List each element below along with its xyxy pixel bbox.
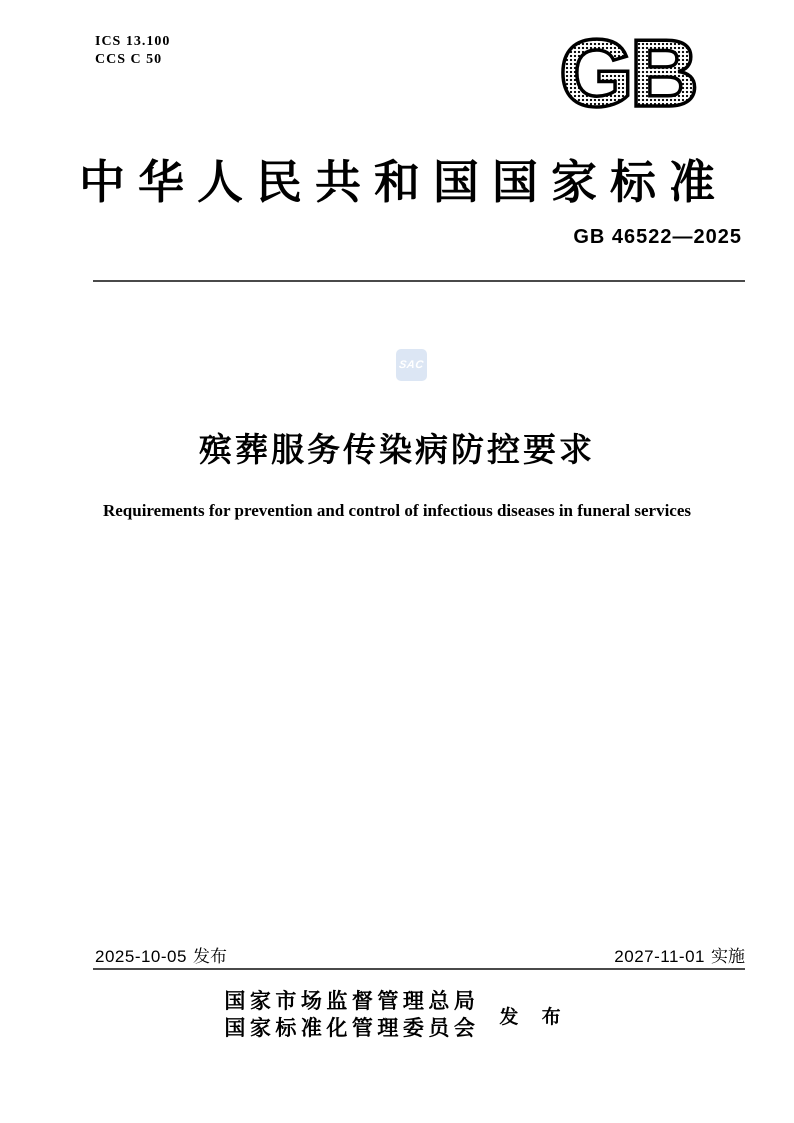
issuer-names	[224, 988, 479, 1042]
document-title-chinese: 殡葬服务传染病防控要求	[199, 431, 595, 468]
implement-date-label: 实施	[711, 947, 745, 966]
publish-label: 发 布	[499, 1006, 570, 1028]
implement-date-group	[614, 942, 745, 967]
standard-number: GB 46522—2025	[573, 226, 742, 248]
footer-divider-line	[93, 968, 745, 970]
gb-logo-text: GB	[559, 26, 695, 120]
issuer-block	[0, 988, 794, 1042]
issue-date-group	[95, 942, 227, 967]
issuer-line-1: 国家市场监督管理总局	[224, 989, 480, 1013]
issuer-line-2: 国家标准化管理委员会	[224, 1016, 480, 1040]
classification-codes	[95, 33, 170, 69]
document-title-english: Requirements for prevention and control of infectious diseases in funeral services	[102, 501, 692, 520]
gb-logo-icon	[537, 26, 717, 120]
header-divider-line	[93, 280, 745, 282]
issue-date-label: 发布	[192, 947, 227, 966]
gb-logo	[537, 26, 717, 120]
dates-row	[95, 942, 745, 967]
ics-code: ICS 13.100	[95, 34, 171, 49]
implement-date: 2027-11-01	[614, 947, 705, 966]
ccs-code: CCS C 50	[95, 52, 163, 67]
sac-watermark	[396, 349, 427, 381]
sac-watermark-text: SAC	[398, 359, 425, 371]
issue-date: 2025-10-05	[95, 947, 187, 966]
national-standard-title: 中华人民共和国国家标准	[79, 157, 728, 208]
